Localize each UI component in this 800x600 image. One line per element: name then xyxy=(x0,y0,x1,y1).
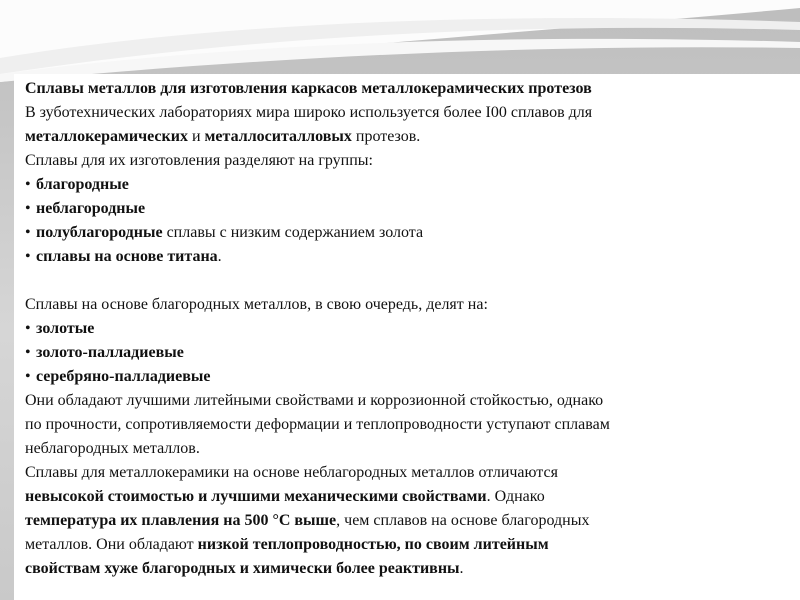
intro-term-1: металлокерамических xyxy=(25,128,188,145)
bullet-icon: • xyxy=(25,368,31,385)
noble-desc-line-1: Они обладают лучшими литейными свойствами и коррозионной стойкостью, однако xyxy=(25,392,604,409)
bullet-icon: • xyxy=(25,344,31,361)
slide-title: Сплавы металлов для изготовления каркасов металлокерамических протезов xyxy=(25,80,592,97)
intro-line-2: металлокерамических и металлоситалловых протезов. xyxy=(25,128,421,145)
noble-heading: Сплавы на основе благородных металлов, в свою очередь, делят на: xyxy=(25,296,488,313)
base-line-5: свойствам хуже благородных и химически более реактивны. xyxy=(25,560,464,577)
bullet-icon: • xyxy=(25,176,31,193)
bullet-icon: • xyxy=(25,320,31,337)
bullet-icon: • xyxy=(25,248,31,265)
list-item: • неблагородные xyxy=(25,197,790,221)
list-item: • сплавы на основе титана. xyxy=(25,245,790,269)
spacer xyxy=(25,269,790,293)
list-item: • золотые xyxy=(25,317,790,341)
bullet-icon: • xyxy=(25,224,31,241)
base-line-2: невысокой стоимостью и лучшими механическими свойствами. Однако xyxy=(25,488,545,505)
list-item: • полублагородные сплавы с низким содержанием золота xyxy=(25,221,790,245)
base-line-4: металлов. Они обладают низкой теплопроводностью, по своим литейным xyxy=(25,536,549,553)
list-item: • серебряно-палладиевые xyxy=(25,365,790,389)
list-item: • благородные xyxy=(25,173,790,197)
groups-heading: Сплавы для их изготовления разделяют на группы: xyxy=(25,152,373,169)
base-line-1: Сплавы для металлокерамики на основе неблагородных металлов отличаются xyxy=(25,464,558,481)
base-line-3: температура их плавления на 500 °С выше, чем сплавов на основе благородных xyxy=(25,512,590,529)
slide-content xyxy=(25,77,790,581)
noble-desc-line-3: неблагородных металлов. xyxy=(25,440,200,457)
noble-desc-line-2: по прочности, сопротивляемости деформации и теплопроводности уступают сплавам xyxy=(25,416,610,433)
intro-term-2: металлоситалловых xyxy=(204,128,352,145)
intro-line-1: В зуботехнических лабораториях мира широко используется более I00 сплавов для xyxy=(25,104,593,121)
list-item: • золото-палладиевые xyxy=(25,341,790,365)
bullet-icon: • xyxy=(25,200,31,217)
